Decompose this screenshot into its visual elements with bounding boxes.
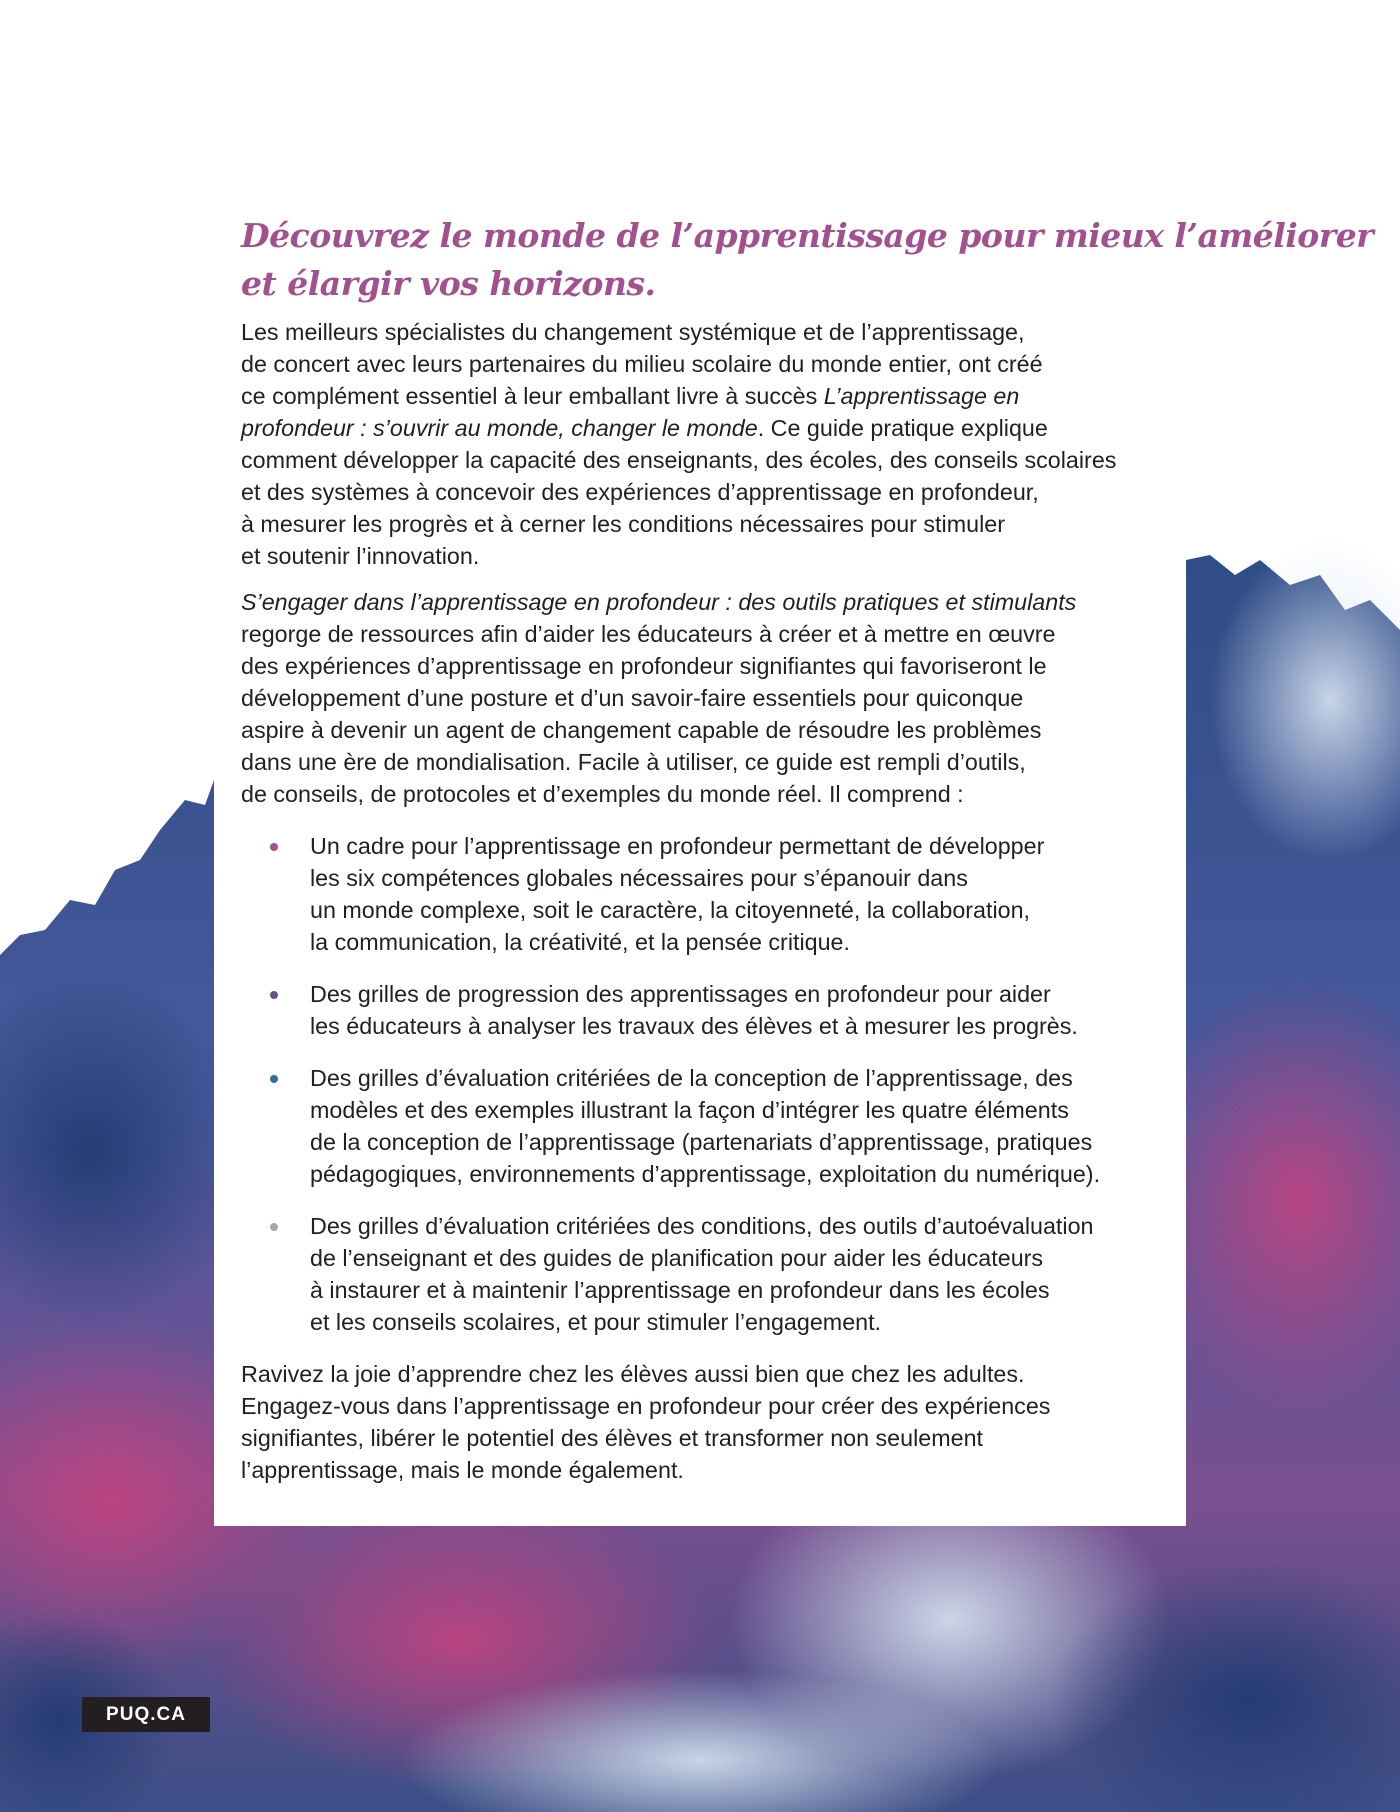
- text-line: Des grilles d’évaluation critériées des conditions, des outils d’autoévaluation: [310, 1213, 1094, 1239]
- text-line: modèles et des exemples illustrant la façon d’intégrer les quatre éléments: [310, 1097, 1069, 1123]
- text-line: dans une ère de mondialisation. Facile à utiliser, ce guide est rempli d’outils,: [241, 749, 1026, 775]
- list-item: [241, 830, 1162, 958]
- text-line: à mesurer les progrès et à cerner les conditions nécessaires pour stimuler: [241, 511, 1005, 537]
- text-line: et les conseils scolaires, et pour stimuler l’engagement.: [310, 1309, 882, 1335]
- text-line: [241, 380, 1162, 412]
- text-panel: [214, 150, 1374, 1526]
- text-run: . Ce guide pratique explique: [757, 415, 1048, 441]
- text-line: à instaurer et à maintenir l’apprentissage en profondeur dans les écoles: [310, 1277, 1050, 1303]
- text-line: signifiantes, libérer le potentiel des élèves et transformer non seulement: [241, 1425, 984, 1451]
- text-line: de concert avec leurs partenaires du milieu scolaire du monde entier, ont créé: [241, 351, 1043, 377]
- intro-paragraph: [241, 316, 1162, 572]
- bullet-dot-icon: [270, 991, 278, 999]
- text-line: [241, 412, 1162, 444]
- list-item: [241, 1210, 1162, 1338]
- bullet-dot-icon: [270, 1075, 278, 1083]
- text-line: les éducateurs à analyser les travaux des élèves et à mesurer les progrès.: [310, 1013, 1078, 1039]
- text-line: aspire à devenir un agent de changement capable de résoudre les problèmes: [241, 717, 1042, 743]
- headline-line: et élargir vos horizons.: [241, 264, 656, 303]
- publisher-url-label[interactable]: PUQ.CA: [82, 1697, 210, 1732]
- book-title-text: profondeur : s’ouvrir au monde, changer le monde: [241, 415, 758, 441]
- headline-line: Découvrez le monde de l’apprentissage pour mieux l’améliorer: [241, 216, 1374, 255]
- text-line: Des grilles de progression des apprentissages en profondeur pour aider: [310, 981, 1051, 1007]
- bullet-dot-icon: [270, 1223, 278, 1231]
- book-title-text: S’engager dans l’apprentissage en profondeur : des outils pratiques et stimulants: [241, 589, 1077, 615]
- text-line: la communication, la créativité, et la pensée critique.: [310, 929, 850, 955]
- closing-paragraph: [241, 1358, 1162, 1486]
- text-line: de conseils, de protocoles et d’exemples du monde réel. Il comprend :: [241, 781, 964, 807]
- text-line: et soutenir l’innovation.: [241, 543, 480, 569]
- bullet-dot-icon: [270, 843, 278, 851]
- text-line: Des grilles d’évaluation critériées de la conception de l’apprentissage, des: [310, 1065, 1073, 1091]
- text-line: de l’enseignant et des guides de planification pour aider les éducateurs: [310, 1245, 1044, 1271]
- list-item: [241, 978, 1162, 1042]
- list-item: [241, 1062, 1162, 1190]
- text-line: Les meilleurs spécialistes du changement systémique et de l’apprentissage,: [241, 319, 1025, 345]
- text-line: et des systèmes à concevoir des expériences d’apprentissage en profondeur,: [241, 479, 1039, 505]
- text-line: Un cadre pour l’apprentissage en profondeur permettant de développer: [310, 833, 1045, 859]
- book-title-text: L’apprentissage en: [823, 383, 1020, 409]
- text-line: Engagez-vous dans l’apprentissage en profondeur pour créer des expériences: [241, 1393, 1051, 1419]
- second-paragraph: [241, 586, 1162, 810]
- text-line: l’apprentissage, mais le monde également.: [241, 1457, 684, 1483]
- feature-list: [241, 830, 1162, 1338]
- text-run: ce complément essentiel à leur emballant livre à succès: [241, 383, 824, 409]
- text-line: Ravivez la joie d’apprendre chez les élèves aussi bien que chez les adultes.: [241, 1361, 1025, 1387]
- text-line: développement d’une posture et d’un savoir-faire essentiels pour quiconque: [241, 685, 1024, 711]
- text-line: les six compétences globales nécessaires pour s’épanouir dans: [310, 865, 968, 891]
- text-line: comment développer la capacité des enseignants, des écoles, des conseils scolaires: [241, 447, 1117, 473]
- headline: [241, 212, 1374, 308]
- text-line: pédagogiques, environnements d’apprentissage, exploitation du numérique).: [310, 1161, 1101, 1187]
- text-line: des expériences d’apprentissage en profondeur signifiantes qui favoriseront le: [241, 653, 1047, 679]
- text-line: [241, 586, 1162, 618]
- text-line: un monde complexe, soit le caractère, la citoyenneté, la collaboration,: [310, 897, 1031, 923]
- body-text: [241, 316, 1162, 1486]
- text-line: de la conception de l’apprentissage (partenariats d’apprentissage, pratiques: [310, 1129, 1093, 1155]
- text-line: regorge de ressources afin d’aider les éducateurs à créer et à mettre en œuvre: [241, 621, 1056, 647]
